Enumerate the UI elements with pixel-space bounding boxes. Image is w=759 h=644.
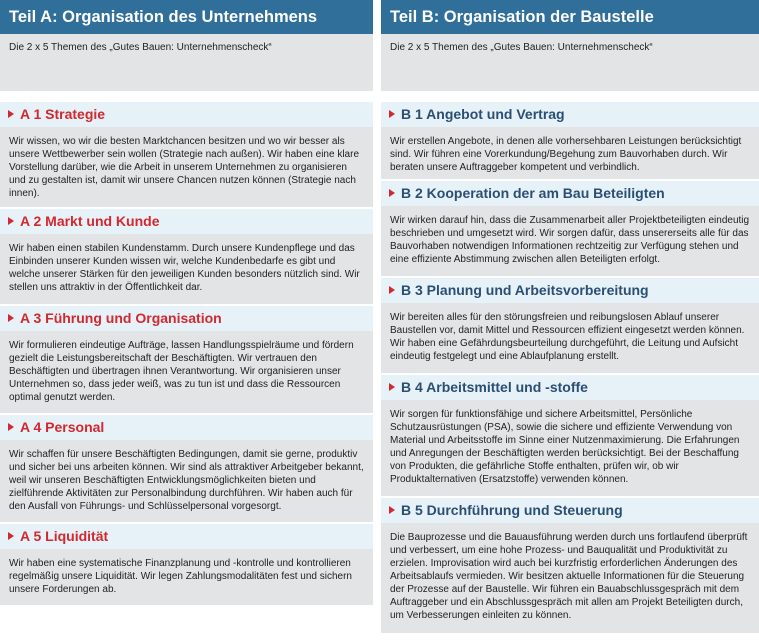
- section-b3-text: Wir bereiten alles für den störungsfreien und reibungslosen Ablauf unserer Baustellen vor, damit Mittel und Ressourcen effizient eingesetzt werden können. Wir haben eine Gefährdungsbeurteilung durchgeführt, die Leitung und Aufsicht eindeutig festgelegt und eine Ablaufplanung erstellt.: [381, 303, 759, 373]
- section-title-text: A 1 Strategie: [20, 106, 106, 122]
- spacer: [381, 91, 759, 100]
- section-title-text: B 3 Planung und Arbeitsvorbereitung: [401, 282, 649, 298]
- triangle-bullet-icon: [389, 383, 395, 391]
- section-title-text: A 5 Liquidität: [20, 528, 109, 544]
- section-title-text: B 5 Durchführung und Steuerung: [401, 502, 623, 518]
- triangle-bullet-icon: [8, 423, 14, 431]
- section-a2-text: Wir haben einen stabilen Kundenstamm. Durch unsere Kundenpflege und das Einbinden unserer Kunden wissen wir, welche Kundenbedarfe es gibt und welche unserer Stärken für den jeweiligen Kunden besonders nützlich sind. Wir stellen uns attraktiv in der Öffentlichkeit dar.: [0, 234, 373, 304]
- triangle-bullet-icon: [8, 314, 14, 322]
- triangle-bullet-icon: [389, 110, 395, 118]
- section-b4-text: Wir sorgen für funktionsfähige und sichere Arbeitsmittel, Persönliche Schutzausrüstungen (PSA), sowie die sichere und effiziente Verwendung von Material und Arbeitsstoffe im Sinne einer Nutzenmaximierung. Die Erfahrungen und Anregungen der Beschäftigten werden berücksichtigt. Bei der Beschaffung von Produkten, die gefährliche Stoffe enthalten, prüfen wir, ob wir Produktalternativen (Ersatzstoffe) verwenden können.: [381, 400, 759, 496]
- section-title-text: A 2 Markt und Kunde: [20, 213, 160, 229]
- teil-a-intro: Die 2 x 5 Themen des „Gutes Bauen: Unternehmenscheck“: [0, 34, 373, 91]
- section-title-text: B 4 Arbeitsmittel und -stoffe: [401, 379, 588, 395]
- teil-b-header: Teil B: Organisation der Baustelle: [381, 0, 759, 34]
- section-title-text: A 3 Führung und Organisation: [20, 310, 222, 326]
- section-b5-text: Die Bauprozesse und die Bauausführung werden durch uns fortlaufend überprüft und verbessert, um eine hohe Prozess- und Bauqualität und Produktivität zu erzielen. Improvisation wird auch bei kurzfristig erforderlichen Änderungen des Arbeitsablaufs vermieden. Wir besitzen aktuelle Informationen für die Steuerung der Prozesse auf der Baustelle. Wir führen ein Bauabschlussgespräch mit dem Auftraggeber und ein Abschlussgespräch mit allen am Projekt Beteiligten durch, um Verbesserungen einleiten zu können.: [381, 523, 759, 633]
- triangle-bullet-icon: [8, 110, 14, 118]
- section-b2-title: [381, 179, 759, 206]
- spacer: [0, 91, 373, 100]
- section-a3-text: Wir formulieren eindeutige Aufträge, lassen Handlungsspielräume und fördern gezielt die Leistungsbereitschaft der Beschäftigten. Wir vertrauen den Beschäftigten und übertragen ihnen Verantwortung. Wir organisieren unser Unternehmen so, dass jeder weiß, was zu tun ist und dass die Ressourcen optimal genutzt werden.: [0, 331, 373, 413]
- section-b1-title: [381, 100, 759, 127]
- section-a2-title: [0, 207, 373, 234]
- section-a5-text: Wir haben eine systematische Finanzplanung und -kontrolle und kontrollieren regelmäßig unsere Liquidität. Wir legen Zahlungsmodalitäten fest und sichern unsere Forderungen ab.: [0, 549, 373, 605]
- triangle-bullet-icon: [389, 286, 395, 294]
- section-title-text: A 4 Personal: [20, 419, 105, 435]
- teil-a-header: Teil A: Organisation des Unternehmens: [0, 0, 373, 34]
- section-b1-text: Wir erstellen Angebote, in denen alle vorhersehbaren Leistungen berücksichtigt sind. Wir führen eine Vorerkundung/Begehung zum Bauvorhaben durch. Wir beraten unsere Auftraggeber kompetent und verbindlich.: [381, 127, 759, 179]
- section-title-text: B 1 Angebot und Vertrag: [401, 106, 565, 122]
- triangle-bullet-icon: [389, 189, 395, 197]
- section-b5-title: [381, 496, 759, 523]
- triangle-bullet-icon: [8, 532, 14, 540]
- section-a1-title: [0, 100, 373, 127]
- teil-b-intro: Die 2 x 5 Themen des „Gutes Bauen: Unternehmenscheck“: [381, 34, 759, 91]
- section-a1-text: Wir wissen, wo wir die besten Marktchancen besitzen und wo wir besser als unsere Wettbewerber sein wollen (Strategie nach außen). Wir haben eine klare Vorstellung darüber, wie die Arbeit in unserem Unternehmen zu organisieren und zu gestalten ist, damit wir unsere Chancen nutzen können (Strategie nach innen).: [0, 127, 373, 207]
- section-a3-title: [0, 304, 373, 331]
- triangle-bullet-icon: [8, 217, 14, 225]
- section-title-text: B 2 Kooperation der am Bau Beteiligten: [401, 185, 665, 201]
- section-b4-title: [381, 373, 759, 400]
- section-b3-title: [381, 276, 759, 303]
- triangle-bullet-icon: [389, 506, 395, 514]
- column-teil-b: [381, 0, 759, 644]
- section-a5-title: [0, 522, 373, 549]
- section-a4-text: Wir schaffen für unsere Beschäftigten Bedingungen, damit sie gerne, produktiv und sicher bei uns arbeiten können. Wir sind als attraktiver Arbeitgeber bekannt, weil wir unseren Beschäftigten Entwicklungsmöglichkeiten bieten und zielführende Aktivitäten zur Personalbindung durchführen. Wir haben auch für den Ausfall von Führungs- und Schlüsselpersonal vorgesorgt.: [0, 440, 373, 522]
- column-teil-a: [0, 0, 373, 644]
- section-a4-title: [0, 413, 373, 440]
- section-b2-text: Wir wirken darauf hin, dass die Zusammenarbeit aller Projektbeteiligten eindeutig beschrieben und umgesetzt wird. Wir sorgen dafür, dass unsererseits alle für das Bauvorhaben notwendigen Informationen rechtzeitig zur Verfügung stehen und eine effiziente Abstimmung zwischen allen Beteiligten erfolgt.: [381, 206, 759, 276]
